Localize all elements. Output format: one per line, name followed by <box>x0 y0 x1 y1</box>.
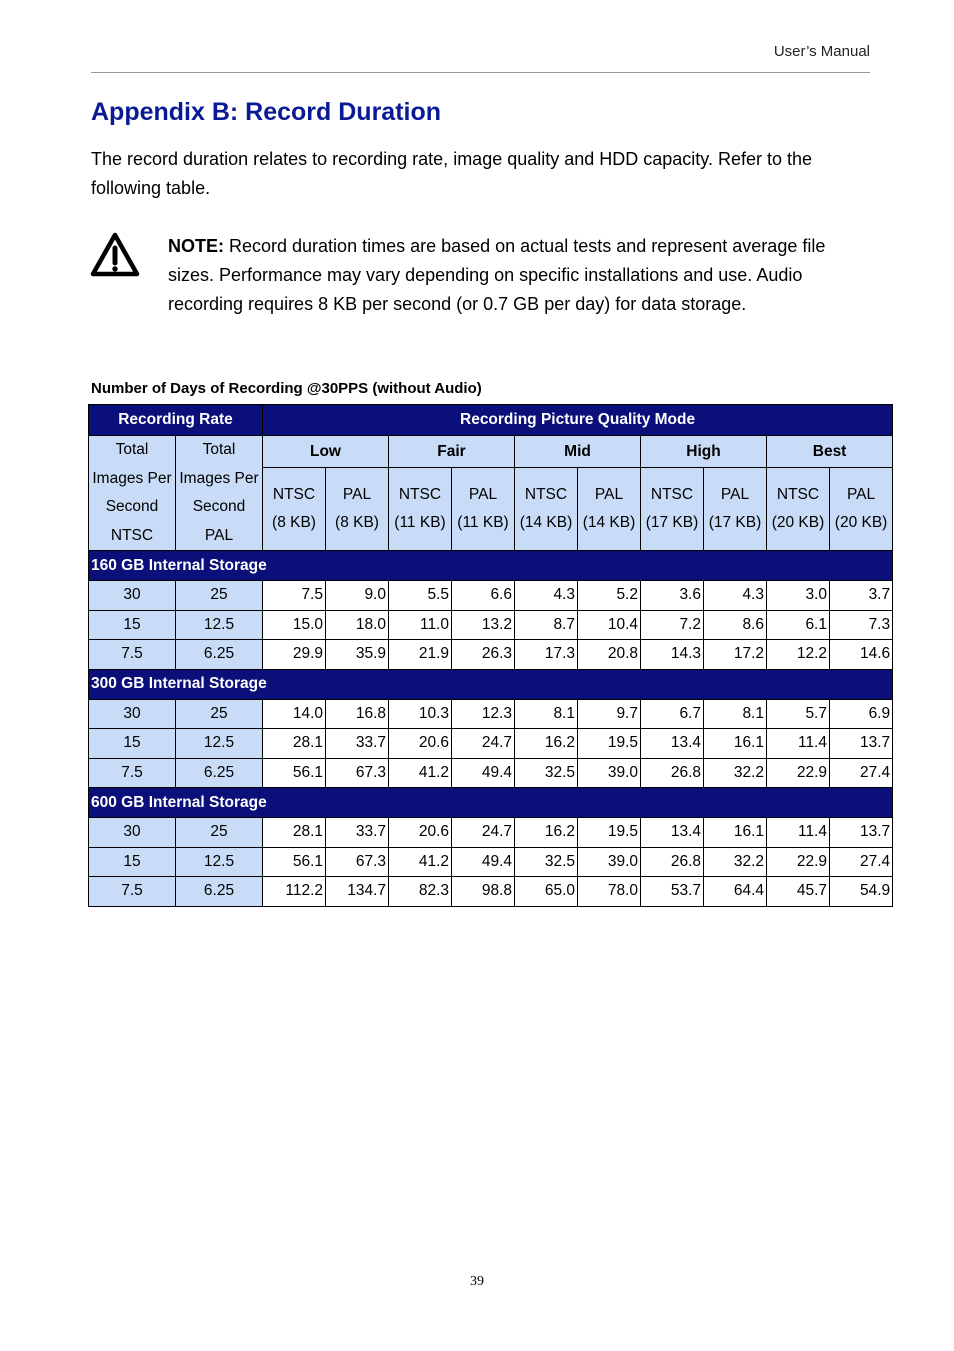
days-cell: 39.0 <box>578 758 641 788</box>
header-line: (14 KB) <box>582 514 636 531</box>
pal-rate-cell: 25 <box>176 581 263 611</box>
subcolumn-header <box>704 468 767 551</box>
ntsc-rate-header <box>89 436 176 551</box>
days-cell: 6.6 <box>452 581 515 611</box>
days-cell: 98.8 <box>452 877 515 907</box>
days-cell: 24.7 <box>452 729 515 759</box>
days-cell: 15.0 <box>263 610 326 640</box>
table-caption: Number of Days of Recording @30PPS (without Audio) <box>91 380 482 397</box>
header-line: NTSC <box>650 485 694 503</box>
pal-rate-cell: 12.5 <box>176 610 263 640</box>
ntsc-rate-cell: 30 <box>89 818 176 848</box>
days-cell: 11.0 <box>389 610 452 640</box>
table-row <box>89 610 893 640</box>
recording-rate-header: Recording Rate <box>89 405 263 436</box>
header-line: Second <box>105 498 159 515</box>
header-line: (17 KB) <box>645 514 699 531</box>
table-row <box>89 818 893 848</box>
header-line: Images Per <box>92 469 172 487</box>
days-cell: 32.5 <box>515 847 578 877</box>
page-number: 39 <box>470 1274 484 1289</box>
days-cell: 20.6 <box>389 818 452 848</box>
days-cell: 8.6 <box>704 610 767 640</box>
ntsc-rate-cell: 30 <box>89 581 176 611</box>
days-cell: 32.5 <box>515 758 578 788</box>
days-cell: 16.1 <box>704 729 767 759</box>
days-cell: 49.4 <box>452 758 515 788</box>
table-mode-row <box>89 436 893 468</box>
header-line: (11 KB) <box>394 514 446 531</box>
days-cell: 56.1 <box>263 847 326 877</box>
ntsc-rate-cell: 7.5 <box>89 758 176 788</box>
subcolumn-header <box>263 468 326 551</box>
table-row <box>89 729 893 759</box>
days-cell: 17.2 <box>704 640 767 670</box>
days-cell: 16.8 <box>326 699 389 729</box>
days-cell: 7.3 <box>830 610 893 640</box>
pal-rate-cell: 6.25 <box>176 877 263 907</box>
days-cell: 64.4 <box>704 877 767 907</box>
section-row <box>89 669 893 699</box>
quality-mode-1: Fair <box>389 436 515 468</box>
days-cell: 7.5 <box>263 581 326 611</box>
header-line: PAL <box>342 485 372 503</box>
quality-mode-4: Best <box>767 436 893 468</box>
days-cell: 8.1 <box>704 699 767 729</box>
days-cell: 8.1 <box>515 699 578 729</box>
header-line: NTSC <box>110 526 154 544</box>
pal-rate-cell: 25 <box>176 818 263 848</box>
days-cell: 24.7 <box>452 818 515 848</box>
pal-rate-cell: 12.5 <box>176 729 263 759</box>
header-line: (20 KB) <box>834 514 888 531</box>
pal-rate-header <box>176 436 263 551</box>
record-duration-table <box>88 404 893 907</box>
days-cell: 11.4 <box>767 818 830 848</box>
days-cell: 53.7 <box>641 877 704 907</box>
days-cell: 20.8 <box>578 640 641 670</box>
section-title: 300 GB Internal Storage <box>89 669 893 699</box>
days-cell: 18.0 <box>326 610 389 640</box>
days-cell: 49.4 <box>452 847 515 877</box>
days-cell: 28.1 <box>263 729 326 759</box>
subcolumn-header <box>767 468 830 551</box>
days-cell: 41.2 <box>389 758 452 788</box>
ntsc-rate-cell: 7.5 <box>89 640 176 670</box>
days-cell: 17.3 <box>515 640 578 670</box>
header-line: PAL <box>846 485 876 503</box>
days-cell: 5.5 <box>389 581 452 611</box>
days-cell: 6.7 <box>641 699 704 729</box>
days-cell: 32.2 <box>704 847 767 877</box>
header-line: (14 KB) <box>519 514 573 531</box>
days-cell: 112.2 <box>263 877 326 907</box>
days-cell: 6.9 <box>830 699 893 729</box>
note-label: NOTE: <box>168 236 224 256</box>
header-line: (20 KB) <box>771 514 825 531</box>
subcolumn-header <box>578 468 641 551</box>
days-cell: 7.2 <box>641 610 704 640</box>
days-cell: 27.4 <box>830 758 893 788</box>
days-cell: 3.6 <box>641 581 704 611</box>
days-cell: 11.4 <box>767 729 830 759</box>
days-cell: 29.9 <box>263 640 326 670</box>
table-header-row <box>89 405 893 436</box>
days-cell: 33.7 <box>326 729 389 759</box>
quality-mode-header: Recording Picture Quality Mode <box>263 405 893 436</box>
days-cell: 16.2 <box>515 818 578 848</box>
days-cell: 9.7 <box>578 699 641 729</box>
table-row <box>89 847 893 877</box>
subcolumn-header <box>389 468 452 551</box>
days-cell: 45.7 <box>767 877 830 907</box>
table-row <box>89 581 893 611</box>
days-cell: 13.7 <box>830 729 893 759</box>
subcolumn-header <box>515 468 578 551</box>
days-cell: 16.2 <box>515 729 578 759</box>
pal-rate-cell: 12.5 <box>176 847 263 877</box>
days-cell: 134.7 <box>326 877 389 907</box>
days-cell: 26.3 <box>452 640 515 670</box>
days-cell: 16.1 <box>704 818 767 848</box>
header-line: (17 KB) <box>708 514 762 531</box>
days-cell: 22.9 <box>767 758 830 788</box>
table-row <box>89 640 893 670</box>
days-cell: 8.7 <box>515 610 578 640</box>
quality-mode-0: Low <box>263 436 389 468</box>
subcolumn-header <box>452 468 515 551</box>
days-cell: 56.1 <box>263 758 326 788</box>
subcolumn-header <box>326 468 389 551</box>
days-cell: 65.0 <box>515 877 578 907</box>
header-line: PAL <box>204 526 234 544</box>
note-text: Record duration times are based on actual tests and represent average file sizes. Performance may vary depending on specific installations and use. Audio recording requires 8 KB per second (or 0.7 GB per day) for data storage. <box>168 236 826 314</box>
days-cell: 10.3 <box>389 699 452 729</box>
header-line: NTSC <box>776 485 820 503</box>
days-cell: 9.0 <box>326 581 389 611</box>
days-cell: 78.0 <box>578 877 641 907</box>
days-cell: 32.2 <box>704 758 767 788</box>
days-cell: 14.6 <box>830 640 893 670</box>
ntsc-rate-cell: 15 <box>89 847 176 877</box>
days-cell: 10.4 <box>578 610 641 640</box>
days-cell: 19.5 <box>578 729 641 759</box>
days-cell: 14.0 <box>263 699 326 729</box>
header-line: PAL <box>720 485 750 503</box>
ntsc-rate-cell: 7.5 <box>89 877 176 907</box>
days-cell: 39.0 <box>578 847 641 877</box>
header-line: NTSC <box>272 485 316 503</box>
header-line: PAL <box>468 485 498 503</box>
days-cell: 13.2 <box>452 610 515 640</box>
days-cell: 13.7 <box>830 818 893 848</box>
days-cell: 54.9 <box>830 877 893 907</box>
header-line: Images Per <box>179 469 259 487</box>
days-cell: 12.3 <box>452 699 515 729</box>
days-cell: 33.7 <box>326 818 389 848</box>
table-row <box>89 877 893 907</box>
days-cell: 22.9 <box>767 847 830 877</box>
days-cell: 21.9 <box>389 640 452 670</box>
days-cell: 27.4 <box>830 847 893 877</box>
warning-triangle-icon <box>90 232 140 278</box>
intro-paragraph: The record duration relates to recording rate, image quality and HDD capacity. Refer to the following table. <box>91 149 813 198</box>
header-line: Total <box>202 441 236 458</box>
section-row <box>89 551 893 581</box>
days-cell: 28.1 <box>263 818 326 848</box>
section-title: 160 GB Internal Storage <box>89 551 893 581</box>
pal-rate-cell: 6.25 <box>176 640 263 670</box>
header-line: PAL <box>594 485 624 503</box>
subcolumn-header <box>641 468 704 551</box>
header-line: (8 KB) <box>335 514 379 531</box>
table-row <box>89 758 893 788</box>
ntsc-rate-cell: 15 <box>89 729 176 759</box>
days-cell: 5.7 <box>767 699 830 729</box>
days-cell: 26.8 <box>641 847 704 877</box>
pal-rate-cell: 6.25 <box>176 758 263 788</box>
days-cell: 4.3 <box>515 581 578 611</box>
ntsc-rate-cell: 30 <box>89 699 176 729</box>
days-cell: 4.3 <box>704 581 767 611</box>
days-cell: 26.8 <box>641 758 704 788</box>
header-line: NTSC <box>398 485 442 503</box>
header-line: NTSC <box>524 485 568 503</box>
days-cell: 14.3 <box>641 640 704 670</box>
days-cell: 12.2 <box>767 640 830 670</box>
pal-rate-cell: 25 <box>176 699 263 729</box>
days-cell: 3.7 <box>830 581 893 611</box>
header-divider <box>91 72 870 73</box>
days-cell: 5.2 <box>578 581 641 611</box>
header-line: (11 KB) <box>457 514 509 531</box>
days-cell: 67.3 <box>326 758 389 788</box>
section-title: 600 GB Internal Storage <box>89 788 893 818</box>
section-row <box>89 788 893 818</box>
running-header: User’s Manual <box>773 43 870 60</box>
days-cell: 19.5 <box>578 818 641 848</box>
header-line: (8 KB) <box>272 514 316 531</box>
page-title: Appendix B: Record Duration <box>91 98 442 126</box>
quality-mode-3: High <box>641 436 767 468</box>
subcolumn-header <box>830 468 893 551</box>
days-cell: 41.2 <box>389 847 452 877</box>
header-line: Total <box>115 441 149 458</box>
days-cell: 13.4 <box>641 818 704 848</box>
days-cell: 6.1 <box>767 610 830 640</box>
ntsc-rate-cell: 15 <box>89 610 176 640</box>
days-cell: 13.4 <box>641 729 704 759</box>
days-cell: 67.3 <box>326 847 389 877</box>
days-cell: 3.0 <box>767 581 830 611</box>
days-cell: 35.9 <box>326 640 389 670</box>
days-cell: 20.6 <box>389 729 452 759</box>
header-line: Second <box>192 498 246 515</box>
days-cell: 82.3 <box>389 877 452 907</box>
note-paragraph <box>168 232 868 319</box>
table-row <box>89 699 893 729</box>
quality-mode-2: Mid <box>515 436 641 468</box>
